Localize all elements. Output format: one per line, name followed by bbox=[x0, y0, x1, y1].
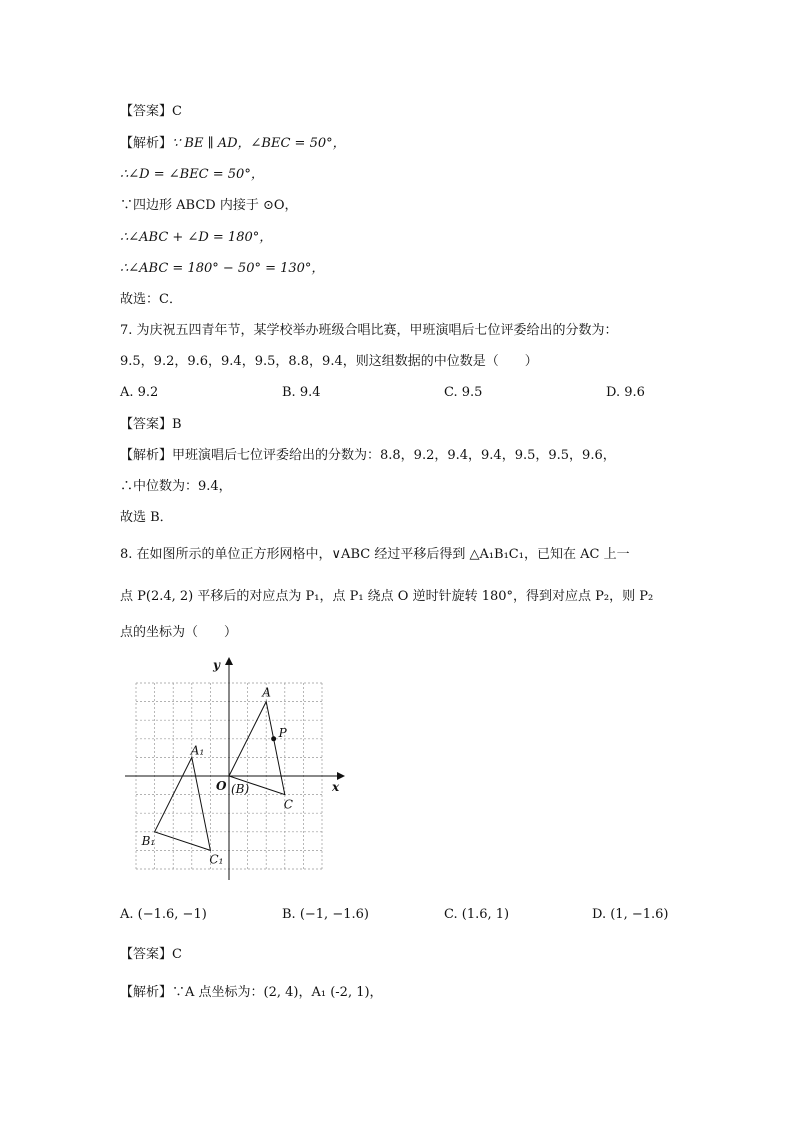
figure-labels bbox=[141, 658, 340, 866]
label-c1: C₁ bbox=[209, 852, 224, 867]
q8-stem-line-3: 点的坐标为（ ） bbox=[120, 625, 238, 640]
q8-option-c: C. (1.6, 1) bbox=[444, 907, 510, 922]
q7-option-a: A. 9.2 bbox=[120, 385, 159, 400]
q7-answer: 【答案】B bbox=[120, 417, 182, 432]
label-b1: B₁ bbox=[141, 833, 156, 848]
label-c: C bbox=[283, 797, 293, 812]
q7-analysis: 【解析】甲班演唱后七位评委给出的分数为：8.8，9.2，9.4，9.4，9.5，9.5，9.6， bbox=[120, 448, 616, 463]
q6-choose: 故选：C． bbox=[120, 292, 182, 307]
triangle-abc bbox=[229, 702, 285, 795]
label-x: x bbox=[332, 780, 340, 794]
q8-answer: 【答案】C bbox=[120, 947, 182, 962]
x-axis-arrow bbox=[337, 772, 345, 780]
q6-analysis-line-4: ∴∠ABC + ∠D = 180°， bbox=[120, 230, 273, 245]
q7-choose: 故选 B． bbox=[120, 510, 173, 525]
q6-analysis-line-1 bbox=[120, 135, 346, 153]
q8-analysis: 【解析】∵A 点坐标为：(2, 4)，A₁ (-2, 1)， bbox=[120, 985, 383, 1000]
q7-stem-line-1: 7. 为庆祝五四青年节，某学校举办班级合唱比赛，甲班演唱后七位评委给出的分数为： bbox=[120, 323, 618, 338]
q6-analysis-line-3: ∵四边形 ABCD 内接于 ⊙O， bbox=[120, 198, 298, 213]
axes bbox=[125, 657, 345, 880]
q7-stem-line-2: 9.5，9.2，9.6，9.4，9.5，8.8，9.4，则这组数据的中位数是（ ） bbox=[120, 354, 538, 369]
q8-stem-line-1: 8. 在如图所示的单位正方形网格中，∨ABC 经过平移后得到 △A₁B₁C₁，已知在 AC 上一 bbox=[120, 547, 630, 562]
q7-median: ∴中位数为：9.4， bbox=[120, 479, 232, 494]
label-y: y bbox=[213, 658, 220, 672]
q7-option-b: B. 9.4 bbox=[282, 385, 321, 400]
q7-option-d: D. 9.6 bbox=[606, 385, 645, 400]
q8-stem-line-2: 点 P(2.4, 2) 平移后的对应点为 P₁，点 P₁ 绕点 O 逆时针旋转 180°，得到对应点 P₂，则 P₂ bbox=[120, 589, 654, 604]
label-origin: O bbox=[216, 779, 227, 793]
label-a1: A₁ bbox=[190, 743, 205, 758]
q6-answer: 【答案】C bbox=[120, 104, 182, 119]
triangle-a1b1c1 bbox=[155, 757, 211, 850]
q6-analysis-label: 【解析】 bbox=[120, 136, 173, 151]
q8-option-a: A. (−1.6, −1) bbox=[120, 907, 207, 922]
q6-analysis-line-5: ∴∠ABC = 180° − 50° = 130°， bbox=[120, 261, 325, 276]
point-p-dot bbox=[272, 737, 276, 741]
q6-analysis-text: ∵ BE ∥ AD，∠BEC = 50°， bbox=[172, 136, 346, 151]
q7-option-c: C. 9.5 bbox=[444, 385, 483, 400]
q8-coordinate-figure bbox=[125, 655, 355, 885]
y-axis-arrow bbox=[225, 657, 233, 665]
q6-analysis-line-2: ∴∠D = ∠BEC = 50°， bbox=[120, 167, 264, 182]
label-a: A bbox=[262, 685, 271, 700]
q8-option-d: D. (1, −1.6) bbox=[592, 907, 669, 922]
q8-option-b: B. (−1, −1.6) bbox=[282, 907, 369, 922]
label-p: P bbox=[278, 725, 287, 740]
label-b: (B) bbox=[231, 782, 250, 796]
